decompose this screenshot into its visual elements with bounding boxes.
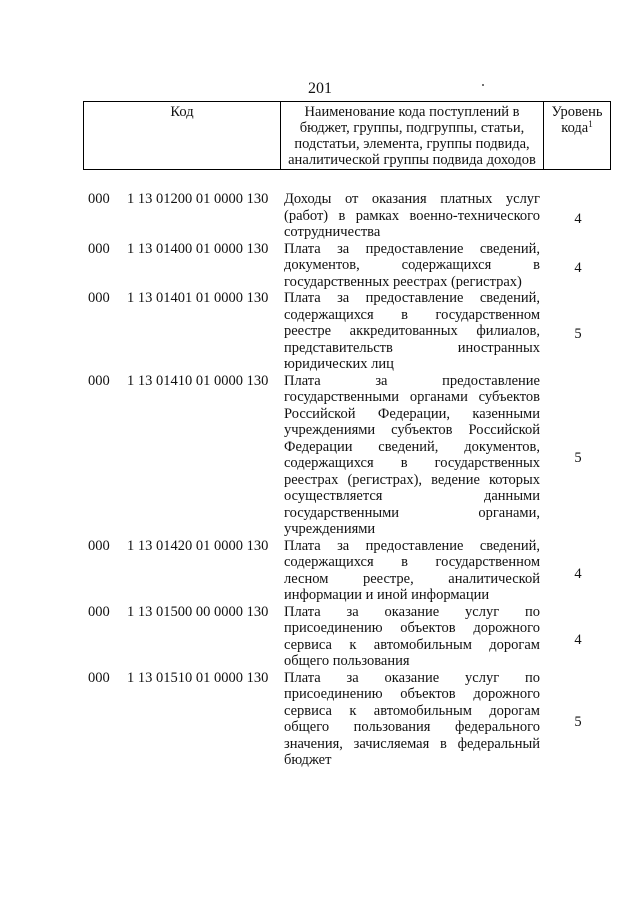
page-number: 201 (308, 80, 332, 97)
revenue-name: Плата за предоставление сведений, содержащихся в государственном лесном реестре, аналитической информации и иной информации (284, 537, 540, 603)
scan-speck (482, 84, 484, 86)
footnote-marker: 1 (588, 119, 593, 129)
table-header (83, 101, 611, 170)
revenue-code: 1 13 01400 01 0000 130 (127, 240, 269, 257)
revenue-code: 1 13 01200 01 0000 130 (127, 191, 269, 207)
table-row (0, 538, 640, 604)
revenue-name: Плата за оказание услуг по присоединению объектов дорожного сервиса к автомобильным дорогам общего пользования федерального значения, зачисляемая в федеральный бюджет (284, 669, 540, 768)
code-level: 5 (574, 450, 582, 467)
code-level: 4 (574, 210, 582, 227)
header-level: Уровень кода$^1$ (544, 102, 611, 170)
header-name: Наименование кода поступлений в бюджет, группы, подгруппы, статьи, подстатьи, элемента, группы подвида, аналитической группы подвида доходов (281, 102, 544, 170)
table-body (0, 191, 640, 769)
code-level: 5 (574, 326, 582, 343)
code-level: 4 (574, 631, 582, 648)
revenue-code: 1 13 01500 00 0000 130 (127, 603, 269, 620)
header-code: Код (84, 102, 281, 170)
code-level: 4 (574, 565, 582, 582)
revenue-code: 1 13 01401 01 0000 130 (127, 290, 269, 306)
revenue-name: Доходы от оказания платных услуг (работ) в рамках военно-технического сотрудничества (284, 191, 540, 240)
table-row (0, 191, 640, 241)
admin-code: 000 (88, 603, 110, 620)
code-level: 5 (574, 714, 582, 731)
table-row (0, 290, 640, 373)
admin-code: 000 (88, 240, 110, 257)
code-level: 4 (574, 260, 582, 277)
admin-code: 000 (88, 669, 110, 686)
revenue-code: 1 13 01510 01 0000 130 (127, 669, 269, 686)
revenue-name: Плата за предоставление государственными органами субъектов Российской Федерации, казенными учреждениями субъектов Российской Федерации сведений, документов, содержащихся в государственных реестрах (регистрах), ведение которых осуществляется данными государственными органами, учреждениями (284, 372, 540, 537)
revenue-code: 1 13 01420 01 0000 130 (127, 537, 269, 554)
table-row (0, 241, 640, 291)
revenue-name: Плата за предоставление сведений, содержащихся в государственном реестре аккредитованных филиалов, представительств иностранных юридических лиц (284, 290, 540, 372)
table-row (0, 373, 640, 538)
revenue-code: 1 13 01410 01 0000 130 (127, 372, 269, 389)
admin-code: 000 (88, 537, 110, 554)
revenue-name: Плата за оказание услуг по присоединению объектов дорожного сервиса к автомобильным дорогам общего пользования (284, 603, 540, 669)
revenue-name: Плата за предоставление сведений, документов, содержащихся в государственных реестрах (регистрах) (284, 240, 540, 290)
admin-code: 000 (88, 372, 110, 389)
table-row (0, 670, 640, 769)
admin-code: 000 (88, 191, 110, 207)
admin-code: 000 (88, 290, 110, 306)
table-row (0, 604, 640, 670)
